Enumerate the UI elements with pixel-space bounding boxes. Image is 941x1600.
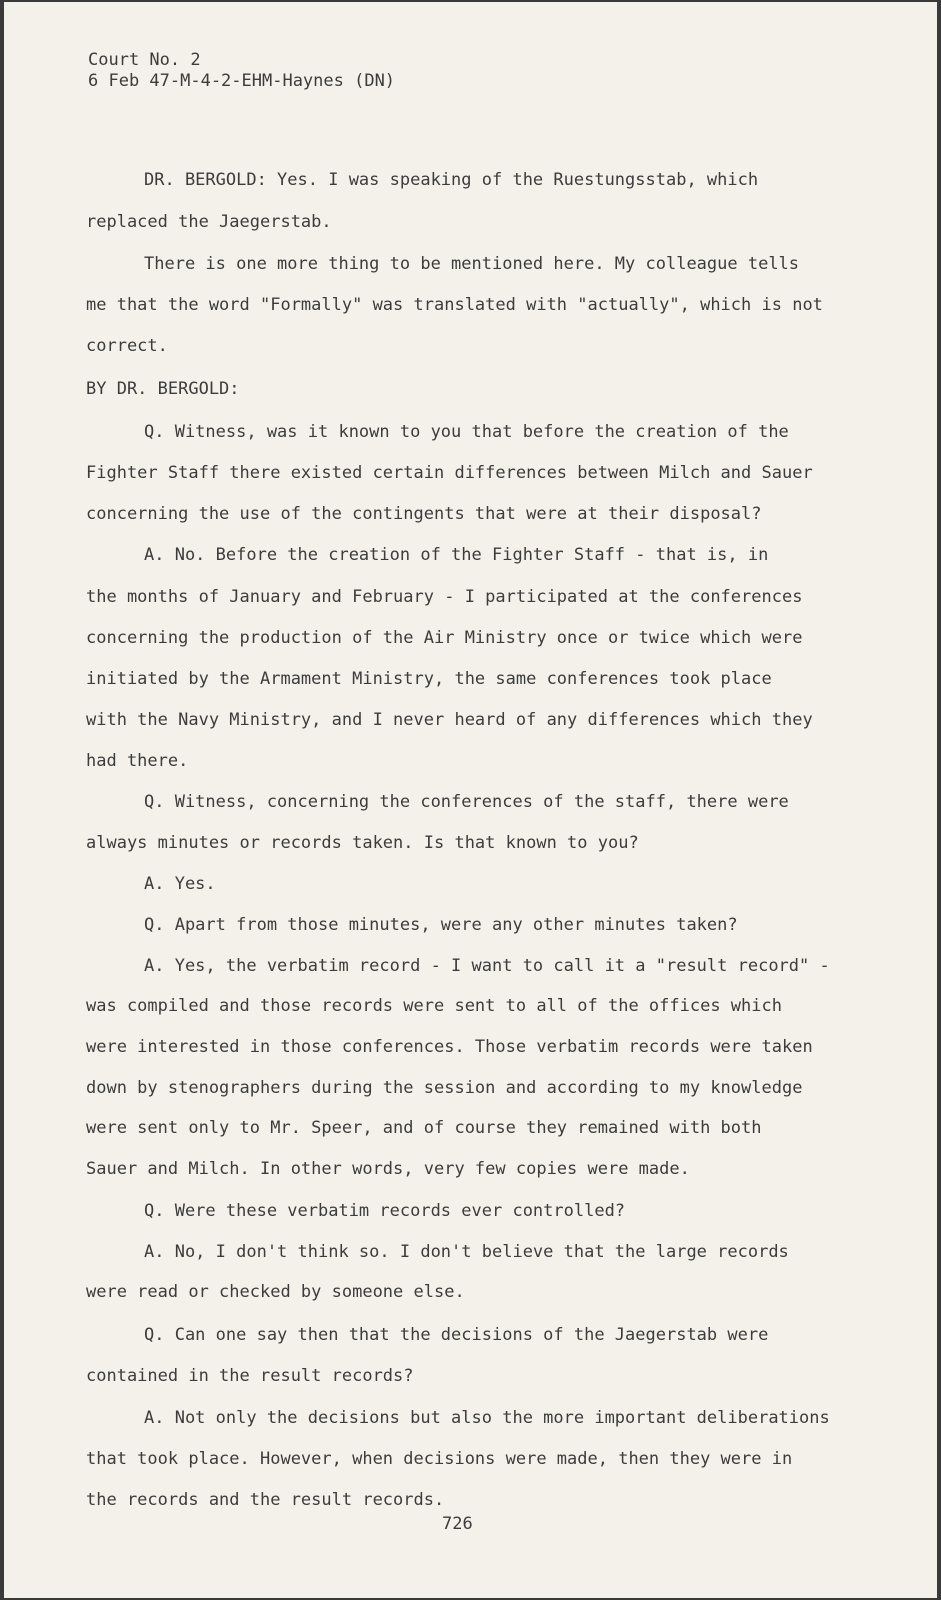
- transcript-line: There is one more thing to be mentioned here. My colleague tells: [144, 254, 800, 274]
- header-reference: 6 Feb 47-M-4-2-EHM-Haynes (DN): [88, 71, 396, 91]
- transcript-line: replaced the Jaegerstab.: [86, 212, 332, 232]
- transcript-line: Sauer and Milch. In other words, very few copies were made.: [86, 1159, 690, 1179]
- transcript-line: A. Not only the decisions but also the more important deliberations: [144, 1408, 830, 1428]
- transcript-line: down by stenographers during the session and according to my knowledge: [86, 1078, 803, 1098]
- transcript-line: the records and the result records.: [86, 1490, 445, 1510]
- transcript-line: concerning the production of the Air Ministry once or twice which were: [86, 628, 803, 648]
- transcript-line: Q. Witness, was it known to you that before the creation of the: [144, 422, 789, 442]
- transcript-line: the months of January and February - I participated at the conferences: [86, 587, 803, 607]
- transcript-line: A. Yes.: [144, 874, 216, 894]
- page-header: [88, 50, 395, 92]
- transcript-line: Q. Can one say then that the decisions of the Jaegerstab were: [144, 1325, 769, 1345]
- transcript-line: A. No, I don't think so. I don't believe that the large records: [144, 1242, 789, 1262]
- transcript-line: concerning the use of the contingents that were at their disposal?: [86, 504, 762, 524]
- transcript-line: A. Yes, the verbatim record - I want to call it a "result record" -: [144, 956, 830, 976]
- transcript-line: always minutes or records taken. Is that known to you?: [86, 833, 639, 853]
- transcript-line: Q. Witness, concerning the conferences of the staff, there were: [144, 792, 789, 812]
- transcript-line: A. No. Before the creation of the Fighter Staff - that is, in: [144, 545, 769, 565]
- transcript-line: me that the word "Formally" was translated with "actually", which is not: [86, 295, 823, 315]
- transcript-line: that took place. However, when decisions were made, then they were in: [86, 1449, 793, 1469]
- transcript-line: with the Navy Ministry, and I never heard of any differences which they: [86, 710, 813, 730]
- transcript-line: were interested in those conferences. Those verbatim records were taken: [86, 1037, 813, 1057]
- section-heading: BY DR. BERGOLD:: [86, 379, 240, 399]
- transcript-line: Q. Apart from those minutes, were any other minutes taken?: [144, 915, 738, 935]
- document-page: [4, 2, 937, 1598]
- page-number: 726: [442, 1514, 473, 1534]
- transcript-line: had there.: [86, 751, 189, 771]
- transcript-line: initiated by the Armament Ministry, the same conferences took place: [86, 669, 772, 689]
- transcript-line: Q. Were these verbatim records ever controlled?: [144, 1201, 626, 1221]
- transcript-line: were read or checked by someone else.: [86, 1282, 465, 1302]
- header-court: Court No. 2: [88, 50, 201, 70]
- transcript-line: was compiled and those records were sent to all of the offices which: [86, 996, 782, 1016]
- transcript-line: contained in the result records?: [86, 1366, 414, 1386]
- transcript-line: were sent only to Mr. Speer, and of course they remained with both: [86, 1118, 762, 1138]
- transcript-line: DR. BERGOLD: Yes. I was speaking of the Ruestungsstab, which: [144, 170, 759, 190]
- transcript-line: correct.: [86, 336, 168, 356]
- transcript-line: Fighter Staff there existed certain differences between Milch and Sauer: [86, 463, 813, 483]
